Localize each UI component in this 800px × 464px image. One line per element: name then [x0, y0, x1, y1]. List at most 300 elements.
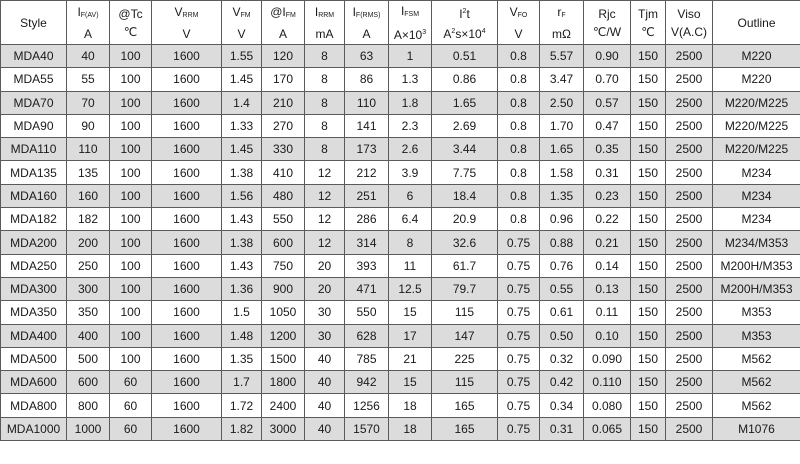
cell-rjc: 0.22 — [584, 208, 631, 231]
cell-vfm: 1.7 — [222, 371, 262, 394]
cell-if-av: 500 — [67, 347, 110, 370]
cell-i2t: 61.7 — [432, 254, 498, 277]
cell-rf: 1.65 — [540, 138, 584, 161]
cell-style: MDA135 — [1, 161, 67, 184]
cell-vfm: 1.5 — [222, 301, 262, 324]
cell-vrrm: 1600 — [152, 138, 222, 161]
cell-style: MDA350 — [1, 301, 67, 324]
cell-vfm: 1.38 — [222, 161, 262, 184]
cell-outline: M562 — [713, 394, 800, 417]
cell-ifm: 170 — [262, 68, 305, 91]
cell-outline: M220/M225 — [713, 91, 800, 114]
cell-i2t: 3.44 — [432, 138, 498, 161]
cell-vfm: 1.43 — [222, 254, 262, 277]
cell-outline: M220 — [713, 45, 800, 68]
cell-vfm: 1.82 — [222, 417, 262, 440]
cell-ifm: 600 — [262, 231, 305, 254]
cell-rf: 3.47 — [540, 68, 584, 91]
cell-vfm: 1.56 — [222, 184, 262, 207]
cell-if-av: 800 — [67, 394, 110, 417]
cell-vfo: 0.75 — [498, 394, 540, 417]
cell-vrrm: 1600 — [152, 184, 222, 207]
cell-i2t: 20.9 — [432, 208, 498, 231]
cell-rf: 5.57 — [540, 45, 584, 68]
cell-vrrm: 1600 — [152, 45, 222, 68]
cell-tc: 100 — [110, 347, 152, 370]
cell-irrm: 8 — [305, 45, 345, 68]
cell-rjc: 0.23 — [584, 184, 631, 207]
table-row — [1, 394, 800, 417]
cell-outline: M200H/M353 — [713, 254, 800, 277]
cell-rf: 0.76 — [540, 254, 584, 277]
cell-if-av: 200 — [67, 231, 110, 254]
cell-vfo: 0.8 — [498, 68, 540, 91]
col-header-outline: Outline — [713, 1, 800, 45]
cell-rjc: 0.090 — [584, 347, 631, 370]
cell-rf: 0.31 — [540, 417, 584, 440]
cell-viso: 2500 — [666, 371, 713, 394]
cell-rf: 1.35 — [540, 184, 584, 207]
table-row — [1, 371, 800, 394]
cell-tjm: 150 — [631, 324, 666, 347]
cell-vfm: 1.72 — [222, 394, 262, 417]
cell-vrrm: 1600 — [152, 254, 222, 277]
cell-rjc: 0.110 — [584, 371, 631, 394]
cell-if-rms: 286 — [345, 208, 389, 231]
cell-if-rms: 785 — [345, 347, 389, 370]
cell-vrrm: 1600 — [152, 277, 222, 300]
cell-rf: 2.50 — [540, 91, 584, 114]
cell-if-av: 110 — [67, 138, 110, 161]
cell-ifm: 900 — [262, 277, 305, 300]
cell-if-rms: 86 — [345, 68, 389, 91]
cell-irrm: 12 — [305, 184, 345, 207]
cell-irrm: 12 — [305, 161, 345, 184]
cell-vfm: 1.33 — [222, 114, 262, 137]
table-row — [1, 254, 800, 277]
cell-viso: 2500 — [666, 417, 713, 440]
cell-vrrm: 1600 — [152, 394, 222, 417]
cell-style: MDA400 — [1, 324, 67, 347]
cell-irrm: 20 — [305, 254, 345, 277]
cell-outline: M1076 — [713, 417, 800, 440]
cell-irrm: 8 — [305, 91, 345, 114]
cell-irrm: 8 — [305, 138, 345, 161]
cell-ifsm: 18 — [389, 394, 432, 417]
cell-rf: 1.58 — [540, 161, 584, 184]
cell-vfo: 0.75 — [498, 324, 540, 347]
cell-tjm: 150 — [631, 161, 666, 184]
cell-i2t: 115 — [432, 301, 498, 324]
cell-tjm: 150 — [631, 347, 666, 370]
col-header-vfm: VFM V — [222, 1, 262, 45]
cell-tc: 100 — [110, 301, 152, 324]
cell-viso: 2500 — [666, 394, 713, 417]
cell-ifm: 330 — [262, 138, 305, 161]
col-header-at-ifm: @IFM A — [262, 1, 305, 45]
cell-tjm: 150 — [631, 184, 666, 207]
cell-ifm: 480 — [262, 184, 305, 207]
cell-vrrm: 1600 — [152, 91, 222, 114]
table-body — [1, 45, 800, 441]
table-row — [1, 208, 800, 231]
cell-vfo: 0.8 — [498, 208, 540, 231]
cell-if-rms: 1570 — [345, 417, 389, 440]
cell-ifm: 1500 — [262, 347, 305, 370]
cell-style: MDA250 — [1, 254, 67, 277]
cell-viso: 2500 — [666, 138, 713, 161]
cell-rjc: 0.21 — [584, 231, 631, 254]
cell-outline: M220 — [713, 68, 800, 91]
cell-tc: 100 — [110, 254, 152, 277]
cell-tjm: 150 — [631, 91, 666, 114]
cell-rf: 0.96 — [540, 208, 584, 231]
cell-vfo: 0.75 — [498, 254, 540, 277]
cell-if-rms: 471 — [345, 277, 389, 300]
col-header-rf: rF mΩ — [540, 1, 584, 45]
cell-tc: 60 — [110, 394, 152, 417]
col-header-style: Style — [1, 1, 67, 45]
cell-if-av: 600 — [67, 371, 110, 394]
cell-tjm: 150 — [631, 68, 666, 91]
col-header-vrrm: VRRM V — [152, 1, 222, 45]
cell-irrm: 40 — [305, 394, 345, 417]
cell-if-rms: 141 — [345, 114, 389, 137]
cell-ifsm: 6 — [389, 184, 432, 207]
cell-if-av: 55 — [67, 68, 110, 91]
cell-i2t: 165 — [432, 394, 498, 417]
cell-tc: 100 — [110, 231, 152, 254]
cell-style: MDA55 — [1, 68, 67, 91]
cell-ifm: 2400 — [262, 394, 305, 417]
col-header-if-av: IF(AV) A — [67, 1, 110, 45]
cell-ifm: 270 — [262, 114, 305, 137]
cell-tc: 100 — [110, 208, 152, 231]
cell-outline: M220/M225 — [713, 138, 800, 161]
cell-outline: M562 — [713, 347, 800, 370]
cell-irrm: 8 — [305, 114, 345, 137]
cell-vrrm: 1600 — [152, 417, 222, 440]
cell-vrrm: 1600 — [152, 231, 222, 254]
col-header-tjm: Tjm ℃ — [631, 1, 666, 45]
table-row — [1, 417, 800, 440]
cell-i2t: 32.6 — [432, 231, 498, 254]
cell-if-rms: 63 — [345, 45, 389, 68]
cell-outline: M234/M353 — [713, 231, 800, 254]
cell-if-rms: 393 — [345, 254, 389, 277]
cell-ifm: 1050 — [262, 301, 305, 324]
cell-vrrm: 1600 — [152, 114, 222, 137]
cell-irrm: 12 — [305, 231, 345, 254]
cell-ifm: 3000 — [262, 417, 305, 440]
cell-vfm: 1.43 — [222, 208, 262, 231]
cell-rjc: 0.31 — [584, 161, 631, 184]
cell-vfm: 1.38 — [222, 231, 262, 254]
cell-if-av: 400 — [67, 324, 110, 347]
cell-tc: 60 — [110, 417, 152, 440]
cell-i2t: 0.51 — [432, 45, 498, 68]
cell-ifsm: 2.6 — [389, 138, 432, 161]
cell-viso: 2500 — [666, 208, 713, 231]
cell-i2t: 165 — [432, 417, 498, 440]
cell-rjc: 0.47 — [584, 114, 631, 137]
cell-if-av: 40 — [67, 45, 110, 68]
cell-vfm: 1.48 — [222, 324, 262, 347]
cell-style: MDA600 — [1, 371, 67, 394]
table-row — [1, 114, 800, 137]
cell-viso: 2500 — [666, 161, 713, 184]
cell-ifsm: 21 — [389, 347, 432, 370]
cell-if-rms: 1256 — [345, 394, 389, 417]
cell-ifsm: 15 — [389, 371, 432, 394]
cell-if-rms: 314 — [345, 231, 389, 254]
cell-vfo: 0.75 — [498, 347, 540, 370]
cell-vfm: 1.55 — [222, 45, 262, 68]
cell-i2t: 2.69 — [432, 114, 498, 137]
cell-if-av: 135 — [67, 161, 110, 184]
cell-tc: 100 — [110, 184, 152, 207]
cell-rf: 0.32 — [540, 347, 584, 370]
table-row — [1, 231, 800, 254]
cell-irrm: 30 — [305, 301, 345, 324]
cell-i2t: 115 — [432, 371, 498, 394]
cell-rf: 1.70 — [540, 114, 584, 137]
cell-if-av: 90 — [67, 114, 110, 137]
cell-style: MDA40 — [1, 45, 67, 68]
cell-if-rms: 942 — [345, 371, 389, 394]
cell-tjm: 150 — [631, 417, 666, 440]
cell-tjm: 150 — [631, 208, 666, 231]
table-row — [1, 184, 800, 207]
cell-ifsm: 1.3 — [389, 68, 432, 91]
cell-tjm: 150 — [631, 394, 666, 417]
cell-rjc: 0.080 — [584, 394, 631, 417]
cell-irrm: 12 — [305, 208, 345, 231]
cell-tc: 100 — [110, 114, 152, 137]
cell-outline: M353 — [713, 301, 800, 324]
cell-i2t: 225 — [432, 347, 498, 370]
cell-vfm: 1.36 — [222, 277, 262, 300]
cell-rjc: 0.90 — [584, 45, 631, 68]
cell-rjc: 0.70 — [584, 68, 631, 91]
table-row — [1, 161, 800, 184]
cell-vfm: 1.4 — [222, 91, 262, 114]
cell-i2t: 18.4 — [432, 184, 498, 207]
cell-if-av: 160 — [67, 184, 110, 207]
cell-rf: 0.88 — [540, 231, 584, 254]
cell-vfo: 0.75 — [498, 417, 540, 440]
cell-vfo: 0.75 — [498, 231, 540, 254]
table-row — [1, 138, 800, 161]
cell-vfo: 0.8 — [498, 91, 540, 114]
cell-viso: 2500 — [666, 347, 713, 370]
cell-tjm: 150 — [631, 231, 666, 254]
cell-rjc: 0.35 — [584, 138, 631, 161]
cell-rf: 0.34 — [540, 394, 584, 417]
cell-viso: 2500 — [666, 45, 713, 68]
cell-vfo: 0.75 — [498, 277, 540, 300]
cell-ifm: 410 — [262, 161, 305, 184]
cell-viso: 2500 — [666, 91, 713, 114]
col-header-viso: Viso V(A.C) — [666, 1, 713, 45]
cell-if-rms: 212 — [345, 161, 389, 184]
cell-tc: 100 — [110, 161, 152, 184]
cell-tc: 60 — [110, 371, 152, 394]
col-header-i2t: $I^2t$ $A^2s\times 10^4$ — [432, 1, 498, 45]
cell-vrrm: 1600 — [152, 301, 222, 324]
cell-irrm: 20 — [305, 277, 345, 300]
cell-vrrm: 1600 — [152, 68, 222, 91]
cell-if-av: 300 — [67, 277, 110, 300]
cell-tjm: 150 — [631, 301, 666, 324]
cell-if-av: 70 — [67, 91, 110, 114]
cell-i2t: 7.75 — [432, 161, 498, 184]
cell-ifm: 210 — [262, 91, 305, 114]
cell-i2t: 79.7 — [432, 277, 498, 300]
cell-style: MDA70 — [1, 91, 67, 114]
cell-viso: 2500 — [666, 254, 713, 277]
cell-viso: 2500 — [666, 231, 713, 254]
cell-viso: 2500 — [666, 277, 713, 300]
col-header-tc: @Tc ℃ — [110, 1, 152, 45]
cell-rjc: 0.065 — [584, 417, 631, 440]
cell-style: MDA1000 — [1, 417, 67, 440]
cell-ifsm: 18 — [389, 417, 432, 440]
cell-style: MDA90 — [1, 114, 67, 137]
cell-tc: 100 — [110, 324, 152, 347]
cell-vrrm: 1600 — [152, 208, 222, 231]
cell-tjm: 150 — [631, 254, 666, 277]
cell-tc: 100 — [110, 138, 152, 161]
cell-style: MDA182 — [1, 208, 67, 231]
cell-irrm: 30 — [305, 324, 345, 347]
table-row — [1, 301, 800, 324]
cell-irrm: 40 — [305, 371, 345, 394]
col-header-vfo: VFO V — [498, 1, 540, 45]
table-row — [1, 324, 800, 347]
col-header-irrm: IRRM mA — [305, 1, 345, 45]
cell-vfm: 1.45 — [222, 68, 262, 91]
cell-if-av: 1000 — [67, 417, 110, 440]
cell-viso: 2500 — [666, 184, 713, 207]
cell-outline: M220/M225 — [713, 114, 800, 137]
cell-outline: M234 — [713, 208, 800, 231]
cell-viso: 2500 — [666, 324, 713, 347]
cell-rf: 0.61 — [540, 301, 584, 324]
cell-rf: 0.55 — [540, 277, 584, 300]
cell-outline: M234 — [713, 161, 800, 184]
cell-ifm: 120 — [262, 45, 305, 68]
cell-viso: 2500 — [666, 301, 713, 324]
cell-rf: 0.42 — [540, 371, 584, 394]
cell-vfo: 0.75 — [498, 371, 540, 394]
cell-ifsm: 17 — [389, 324, 432, 347]
cell-vfo: 0.75 — [498, 301, 540, 324]
cell-style: MDA160 — [1, 184, 67, 207]
cell-tc: 100 — [110, 91, 152, 114]
cell-tc: 100 — [110, 68, 152, 91]
cell-vfm: 1.35 — [222, 347, 262, 370]
cell-ifsm: 1 — [389, 45, 432, 68]
cell-ifsm: 1.8 — [389, 91, 432, 114]
cell-ifsm: 6.4 — [389, 208, 432, 231]
cell-vfo: 0.8 — [498, 45, 540, 68]
cell-style: MDA300 — [1, 277, 67, 300]
cell-rjc: 0.11 — [584, 301, 631, 324]
header-row — [1, 1, 800, 45]
cell-style: MDA200 — [1, 231, 67, 254]
cell-ifsm: 2.3 — [389, 114, 432, 137]
cell-tjm: 150 — [631, 371, 666, 394]
cell-rjc: 0.14 — [584, 254, 631, 277]
cell-ifsm: 15 — [389, 301, 432, 324]
table-row — [1, 45, 800, 68]
cell-vrrm: 1600 — [152, 161, 222, 184]
cell-ifsm: 8 — [389, 231, 432, 254]
cell-viso: 2500 — [666, 68, 713, 91]
cell-ifm: 550 — [262, 208, 305, 231]
cell-tjm: 150 — [631, 277, 666, 300]
cell-rjc: 0.57 — [584, 91, 631, 114]
table-row — [1, 91, 800, 114]
cell-ifsm: 3.9 — [389, 161, 432, 184]
table-row — [1, 277, 800, 300]
cell-vfo: 0.8 — [498, 138, 540, 161]
cell-ifsm: 11 — [389, 254, 432, 277]
cell-style: MDA800 — [1, 394, 67, 417]
cell-if-rms: 550 — [345, 301, 389, 324]
table-row — [1, 68, 800, 91]
cell-outline: M353 — [713, 324, 800, 347]
cell-ifm: 750 — [262, 254, 305, 277]
cell-style: MDA110 — [1, 138, 67, 161]
cell-vfo: 0.8 — [498, 184, 540, 207]
cell-if-rms: 251 — [345, 184, 389, 207]
cell-i2t: 0.86 — [432, 68, 498, 91]
cell-vfm: 1.45 — [222, 138, 262, 161]
cell-i2t: 1.65 — [432, 91, 498, 114]
cell-irrm: 8 — [305, 68, 345, 91]
cell-outline: M234 — [713, 184, 800, 207]
cell-outline: M200H/M353 — [713, 277, 800, 300]
cell-tjm: 150 — [631, 114, 666, 137]
cell-if-av: 250 — [67, 254, 110, 277]
cell-rjc: 0.10 — [584, 324, 631, 347]
cell-tjm: 150 — [631, 45, 666, 68]
col-header-ifsm: IFSM $A\times 10^3$ — [389, 1, 432, 45]
cell-irrm: 40 — [305, 417, 345, 440]
cell-if-av: 182 — [67, 208, 110, 231]
cell-rf: 0.50 — [540, 324, 584, 347]
cell-viso: 2500 — [666, 114, 713, 137]
col-header-rjc: Rjc ℃/W — [584, 1, 631, 45]
cell-style: MDA500 — [1, 347, 67, 370]
cell-if-av: 350 — [67, 301, 110, 324]
cell-vrrm: 1600 — [152, 371, 222, 394]
cell-ifm: 1200 — [262, 324, 305, 347]
cell-irrm: 40 — [305, 347, 345, 370]
cell-rjc: 0.13 — [584, 277, 631, 300]
table-row — [1, 347, 800, 370]
col-header-if-rms: IF(RMS) A — [345, 1, 389, 45]
cell-vrrm: 1600 — [152, 347, 222, 370]
cell-ifsm: 12.5 — [389, 277, 432, 300]
cell-if-rms: 110 — [345, 91, 389, 114]
cell-vfo: 0.8 — [498, 161, 540, 184]
cell-ifm: 1800 — [262, 371, 305, 394]
cell-tc: 100 — [110, 277, 152, 300]
cell-outline: M562 — [713, 371, 800, 394]
